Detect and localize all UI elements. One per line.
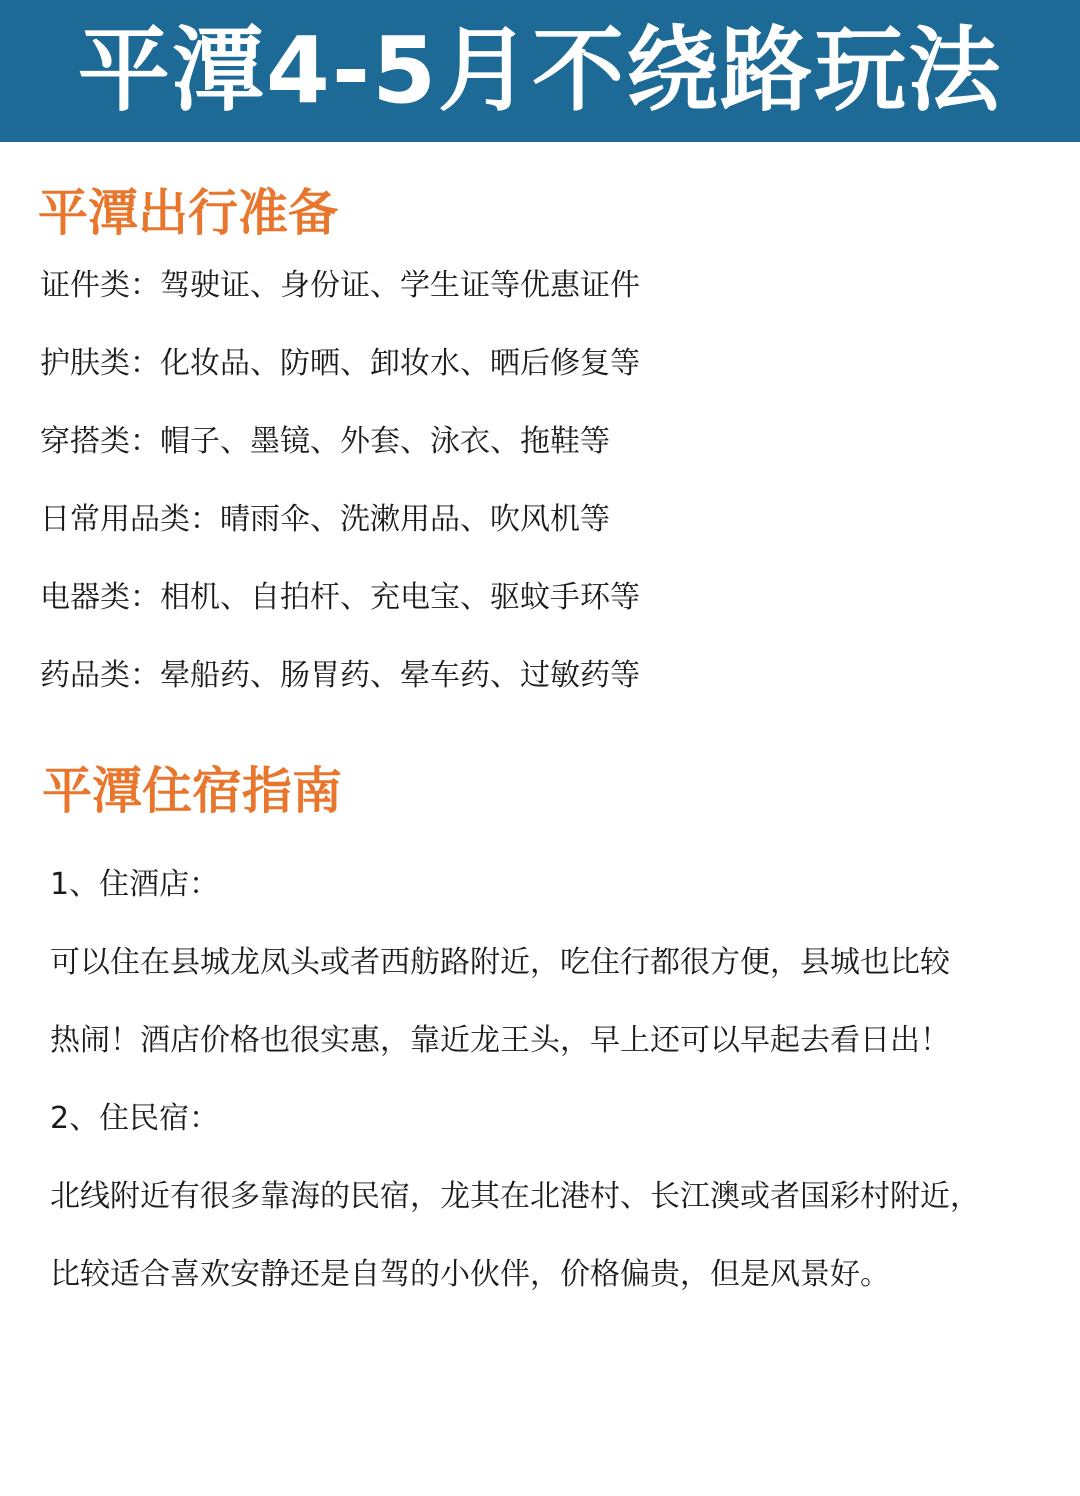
title-banner xyxy=(0,0,1080,142)
paragraph-line: 可以住在县城龙凤头或者西舫路附近，吃住行都很方便，县城也比较 xyxy=(50,945,950,980)
list-item: 日常用品类：晴雨伞、洗漱用品、吹风机等 xyxy=(40,502,610,537)
prep-list xyxy=(40,264,640,732)
list-item: 电器类：相机、自拍杆、充电宝、驱蚊手环等 xyxy=(40,580,640,615)
paragraph-line: 热闹！酒店价格也很实惠，靠近龙王头，早上还可以早起去看日出！ xyxy=(50,1023,950,1058)
paragraph-line: 北线附近有很多靠海的民宿，龙其在北港村、长江澳或者国彩村附近， xyxy=(50,1179,980,1214)
prep-section-title: 平潭出行准备 xyxy=(38,184,338,242)
list-item: 药品类：晕船药、肠胃药、晕车药、过敏药等 xyxy=(40,658,640,693)
list-item: 穿搭类：帽子、墨镜、外套、泳衣、拖鞋等 xyxy=(40,424,610,459)
hotel-heading: 1、住酒店： xyxy=(50,867,220,902)
stay-guide xyxy=(50,862,1060,1330)
page-title: 平潭4-5月不绕路玩法 xyxy=(77,17,1003,124)
list-item: 护肤类：化妆品、防晒、卸妆水、晒后修复等 xyxy=(40,346,640,381)
paragraph-line: 比较适合喜欢安静还是自驾的小伙伴，价格偏贵，但是风景好。 xyxy=(50,1257,890,1292)
homestay-heading: 2、住民宿： xyxy=(50,1101,220,1136)
stay-section-title: 平潭住宿指南 xyxy=(42,762,342,820)
list-item: 证件类：驾驶证、身份证、学生证等优惠证件 xyxy=(40,268,640,303)
